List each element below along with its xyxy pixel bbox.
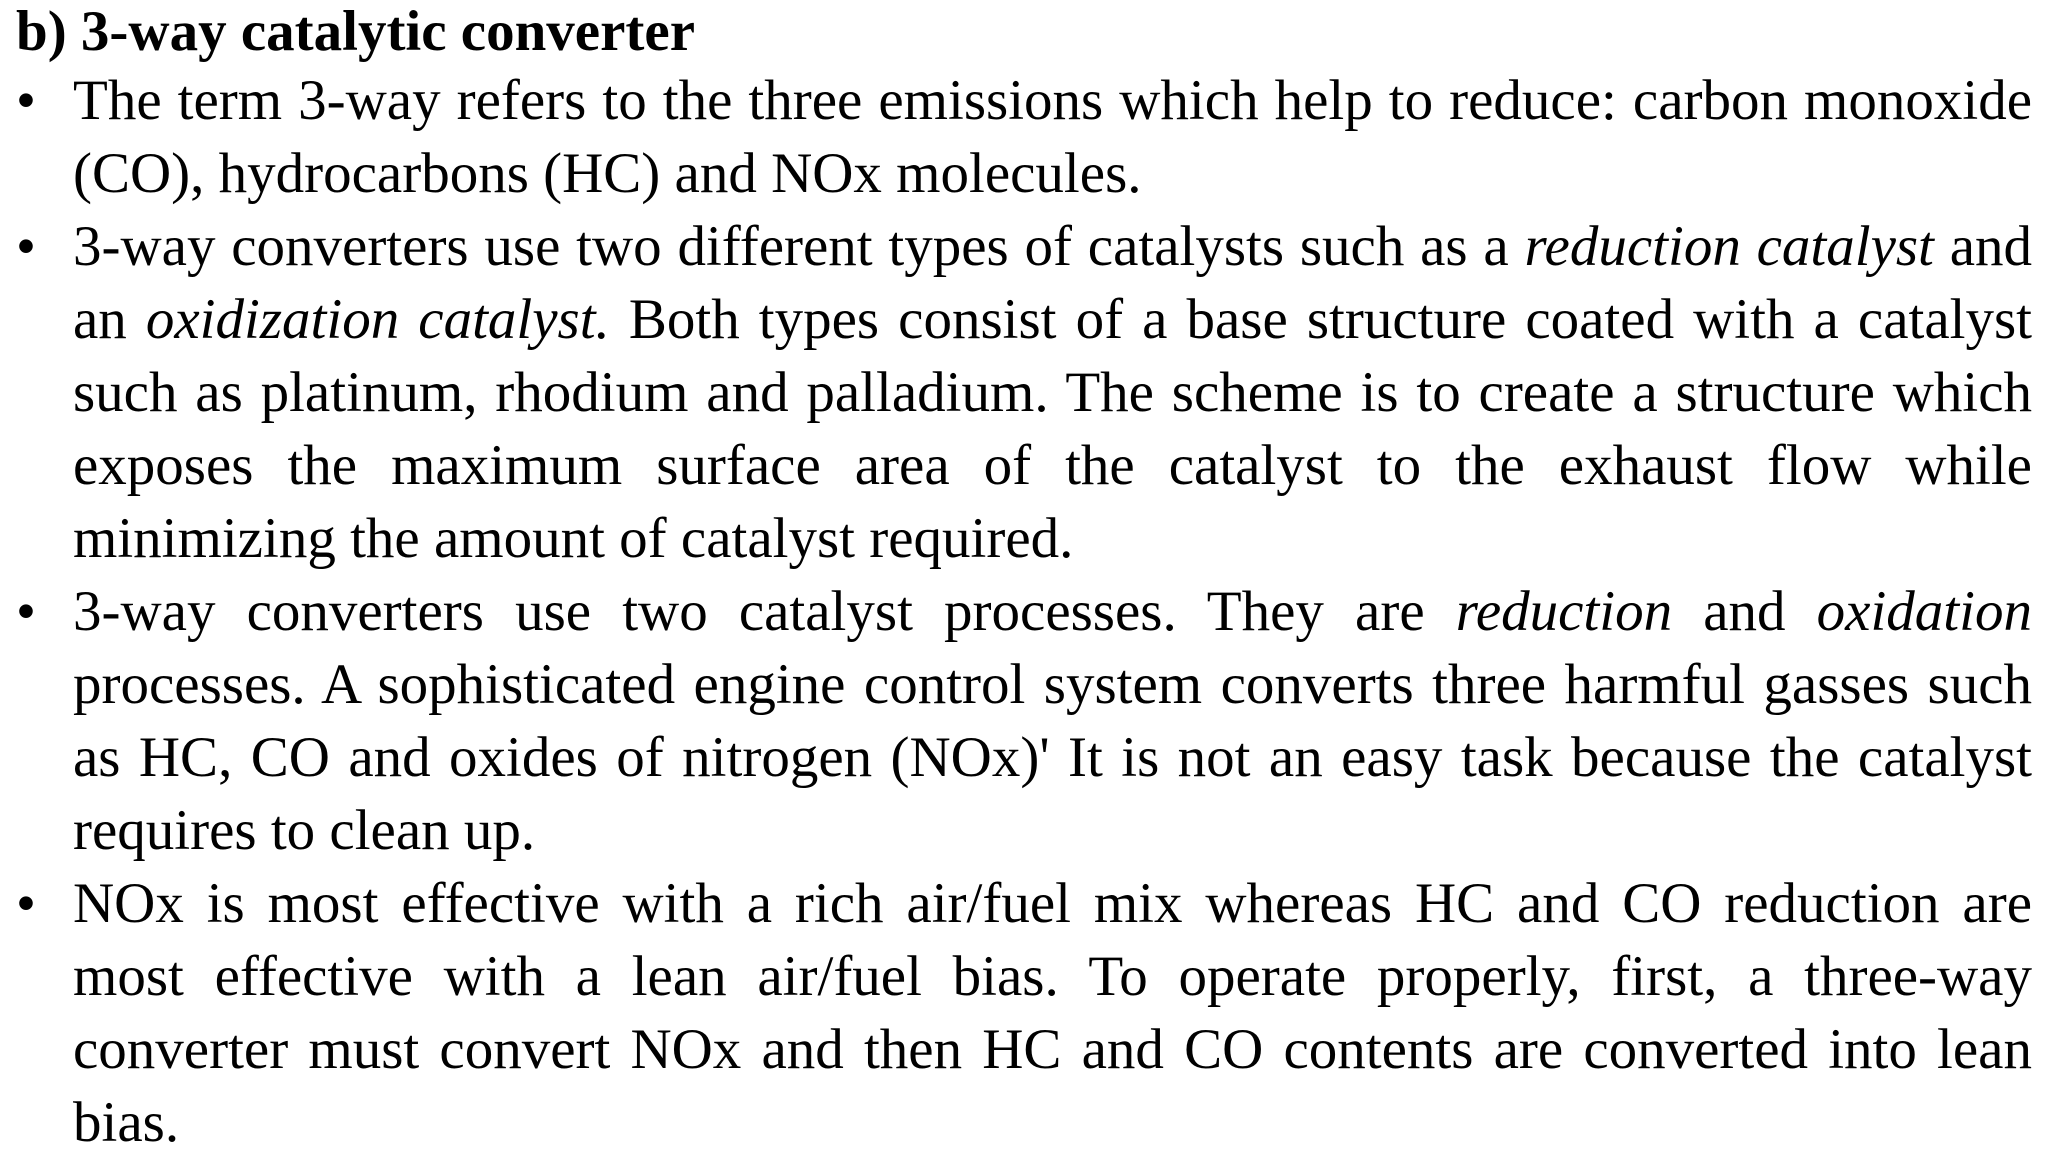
italic-term-reduction-catalyst: reduction catalyst: [1524, 215, 1934, 278]
section-heading: b) 3-way catalytic converter: [16, 0, 695, 63]
bullet-dot-icon: [16, 575, 56, 648]
italic-term-reduction: reduction: [1455, 580, 1673, 643]
bullet-dot-icon: [16, 64, 56, 137]
text-segment: processes. A sophisticated engine control system converts three harmful gasses such as HC, CO and oxides of nitrogen (NOx)' It is not an easy task because the catalyst requires to clean up.: [73, 653, 2032, 862]
bullet-text: [73, 64, 2032, 210]
bullet-dot-icon: [16, 867, 56, 940]
bullet-text: [73, 210, 2032, 575]
bullet-item-catalyst-processes: [16, 575, 2032, 867]
bullet-item-nox-effectiveness: [16, 867, 2032, 1159]
text-segment: and an: [73, 215, 2032, 351]
italic-term-oxidization-catalyst: oxidization catalyst.: [145, 288, 610, 351]
text-segment: NOx is most effective with a rich air/fuel mix whereas HC and CO reduction are most effective with a lean air/fuel bias. To operate properly, first, a three-way converter must convert NOx and then HC and CO contents are converted into lean bias.: [73, 872, 2032, 1154]
bullet-text: [73, 867, 2032, 1159]
bullet-text: [73, 575, 2032, 867]
bullet-item-catalyst-types: [16, 210, 2032, 575]
text-segment: 3-way converters use two catalyst processes. They are: [73, 580, 1456, 643]
bullet-list: [16, 64, 2032, 1159]
text-segment: and: [1672, 580, 1817, 643]
document-page: [16, 0, 2032, 1159]
text-segment: 3-way converters use two different types of catalysts such as a: [73, 215, 1525, 278]
italic-term-oxidation: oxidation: [1816, 580, 2032, 643]
bullet-dot-icon: [16, 210, 56, 283]
text-segment: The term 3-way refers to the three emissions which help to reduce: carbon monoxide (CO), hydrocarbons (HC) and NOx molecules.: [73, 69, 2032, 205]
bullet-item-emissions: [16, 64, 2032, 210]
text-segment: Both types consist of a base structure coated with a catalyst such as platinum, rhodium and palladium. The scheme is to create a structure which exposes the maximum surface area of the catalyst to the exhaust flow while minimizing the amount of catalyst required.: [73, 288, 2032, 570]
